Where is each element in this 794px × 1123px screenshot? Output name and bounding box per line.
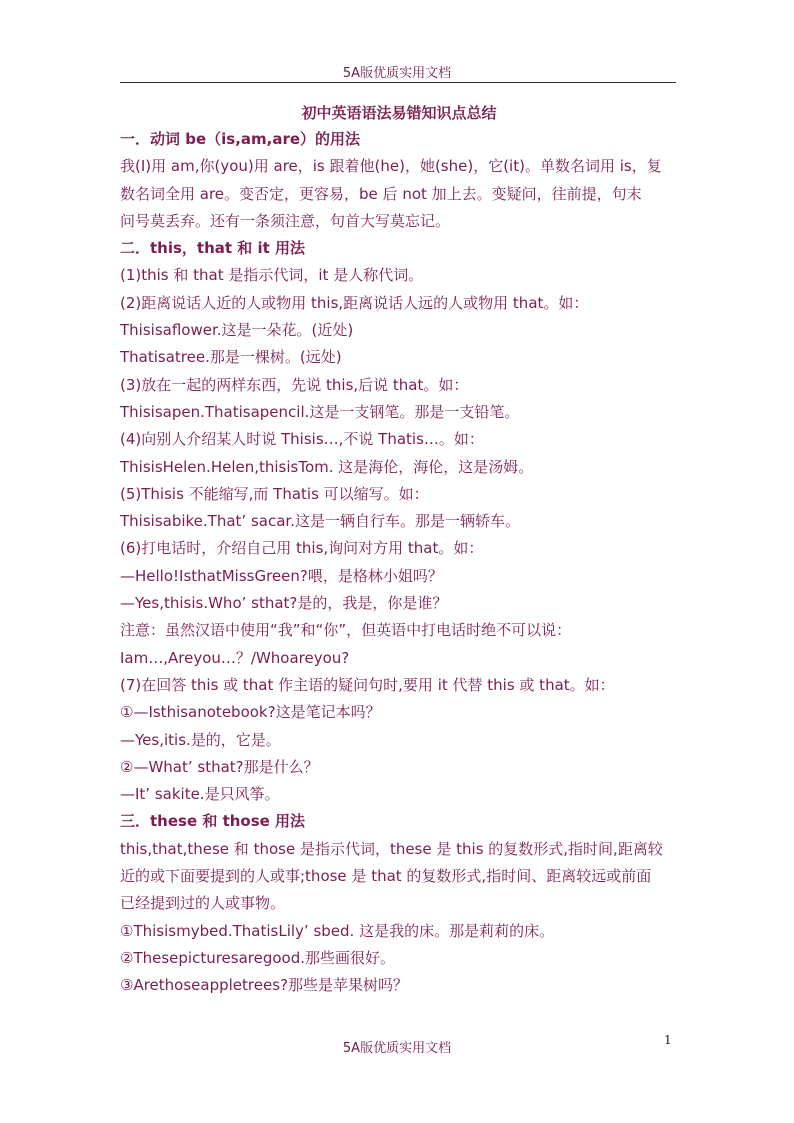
text-line: ①Thisismybed.ThatisLily’ sbed. 这是我的床。那是莉莉的床。 xyxy=(120,921,555,940)
document-title: 初中英语语法易错知识点总结 xyxy=(301,104,497,122)
text-line: —Yes,itis.是的，它是。 xyxy=(120,730,281,749)
text-line: 问号莫丢弃。还有一条须注意，句首大写莫忘记。 xyxy=(120,211,451,230)
text-line: (1)this 和 that 是指示代词，it 是人称代词。 xyxy=(120,266,424,285)
text-line: (2)距离说话人近的人或物用 this,距离说话人远的人或物用 that。如： xyxy=(120,293,589,312)
text-line: Thisisaflower.这是一朵花。(近处) xyxy=(120,321,354,340)
document-body xyxy=(120,100,678,1000)
text-lines xyxy=(120,126,678,1000)
text-line: Thisisabike.That’ sacar.这是一辆自行车。那是一辆轿车。 xyxy=(120,512,520,531)
text-line: Thatisatree.那是一棵树。(远处) xyxy=(120,348,342,367)
text-line: ②—What’ sthat?那是什么？ xyxy=(120,757,319,776)
text-line: 注意：虽然汉语中使用“我”和“你”，但英语中打电话时绝不可以说： xyxy=(120,621,572,640)
text-line: 数名词全用 are。变否定，更容易，be 后 not 加上去。变疑问，往前提，句末 xyxy=(120,184,642,203)
text-line: (4)向别人介绍某人时说 Thisis…,不说 Thatis…。如： xyxy=(120,430,484,449)
text-line: (6)打电话时，介绍自己用 this,询问对方用 that。如： xyxy=(120,539,484,558)
text-line: ②Thesepicturesaregood.那些画很好。 xyxy=(120,948,396,967)
page-number: 1 xyxy=(664,1033,672,1047)
text-line: —It’ sakite.是只风筝。 xyxy=(120,785,280,804)
text-line: 我(I)用 am,你(you)用 are，is 跟着他(he)，她(she)，它(it)。单数名词用 is，复 xyxy=(120,157,662,176)
text-line: ThisisHelen.Helen,thisisTom. 这是海伦，海伦，这是汤姆。 xyxy=(120,457,534,476)
text-line: Iam…,Areyou…？/Whoareyou? xyxy=(120,648,350,667)
text-line: (7)在回答 this 或 that 作主语的疑问句时,要用 it 代替 this 或 that。如： xyxy=(120,675,615,694)
text-line: 近的或下面要提到的人或事;those 是 that 的复数形式,指时间、距离较远或前面 xyxy=(120,867,652,886)
text-line: (5)Thisis 不能缩写,而 Thatis 可以缩写。如： xyxy=(120,484,429,503)
text-line: ①—Isthisanotebook?这是笔记本吗？ xyxy=(120,703,381,722)
text-line: ③Arethoseappletrees?那些是苹果树吗？ xyxy=(120,976,408,995)
text-line: —Yes,thisis.Who’ sthat?是的，我是，你是谁？ xyxy=(120,594,448,613)
page-footer: 5A版优质实用文档 xyxy=(342,1041,452,1056)
text-line: —Hello!IsthatMissGreen?喂，是格林小姐吗？ xyxy=(120,566,443,585)
section-heading: 一．动词 be（is,am,are）的用法 xyxy=(120,130,361,148)
header-divider xyxy=(120,82,676,83)
text-line: Thisisapen.Thatisapencil.这是一支钢笔。那是一支铅笔。 xyxy=(120,402,520,421)
text-line: (3)放在一起的两样东西，先说 this,后说 that。如： xyxy=(120,375,469,394)
page-header: 5A版优质实用文档 xyxy=(342,66,452,81)
text-line: 已经提到过的人或事物。 xyxy=(120,894,286,913)
section-heading: 三．these 和 those 用法 xyxy=(120,812,306,831)
section-heading: 二．this，that 和 it 用法 xyxy=(120,239,306,258)
text-line: this,that,these 和 those 是指示代词，these 是 this 的复数形式,指时间,距离较 xyxy=(120,839,663,858)
